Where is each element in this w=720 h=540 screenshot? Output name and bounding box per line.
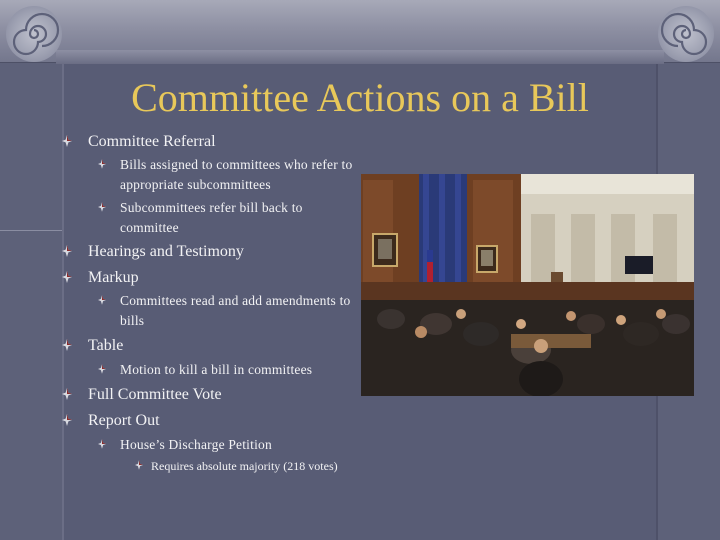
bullet-marker-icon: [62, 339, 72, 351]
bullet-marker-icon: [98, 159, 106, 169]
bullet-marker-icon: [98, 202, 106, 212]
bullet-committee-referral: [88, 132, 216, 152]
bullet-marker-icon: [62, 414, 72, 426]
bullet-table: [88, 336, 123, 356]
bullet-text: Hearings and Testimony: [88, 243, 244, 260]
bullet-marker-icon: [62, 271, 72, 283]
bullet-marker-icon: [62, 388, 72, 400]
bullet-text: House’s Discharge Petition: [120, 437, 272, 452]
bullet-marker-icon: [62, 135, 72, 147]
bullet-marker-icon: [98, 364, 106, 374]
bullet-text: Committees read and add amendments to bills: [120, 293, 351, 328]
bullet-text: Report Out: [88, 412, 160, 429]
bullet-text: Committee Referral: [88, 133, 216, 150]
bullet-text: Motion to kill a bill in committees: [120, 362, 313, 377]
bullet-report-out: [88, 411, 160, 431]
bullet-committees-read: [120, 291, 355, 331]
slide-title: Committee Actions on a Bill: [131, 75, 589, 120]
bullet-bills-assigned: [120, 155, 355, 195]
bullet-marker-icon: [135, 460, 143, 470]
bullet-full-committee-vote: [88, 385, 222, 405]
bullet-text: Requires absolute majority (218 votes): [151, 459, 338, 473]
bullet-marker-icon: [98, 439, 106, 449]
bullet-text: Subcommittees refer bill back to committee: [120, 200, 303, 235]
bullet-hearings: [88, 242, 244, 262]
bullet-marker-icon: [62, 245, 72, 257]
bullet-absolute-majority: [151, 458, 351, 474]
bullet-text: Markup: [88, 269, 139, 286]
bullet-discharge-petition: [120, 435, 355, 455]
bullet-text: Full Committee Vote: [88, 386, 222, 403]
bullet-markup: [88, 268, 139, 288]
bullet-motion-to-kill: [120, 360, 360, 380]
bullet-text: Bills assigned to committees who refer to appropriate subcommittees: [120, 157, 353, 192]
bullet-subcommittees-refer: [120, 198, 355, 238]
bullet-marker-icon: [98, 295, 106, 305]
bullet-text: Table: [88, 337, 124, 354]
hearing-room-photo: [361, 174, 694, 396]
